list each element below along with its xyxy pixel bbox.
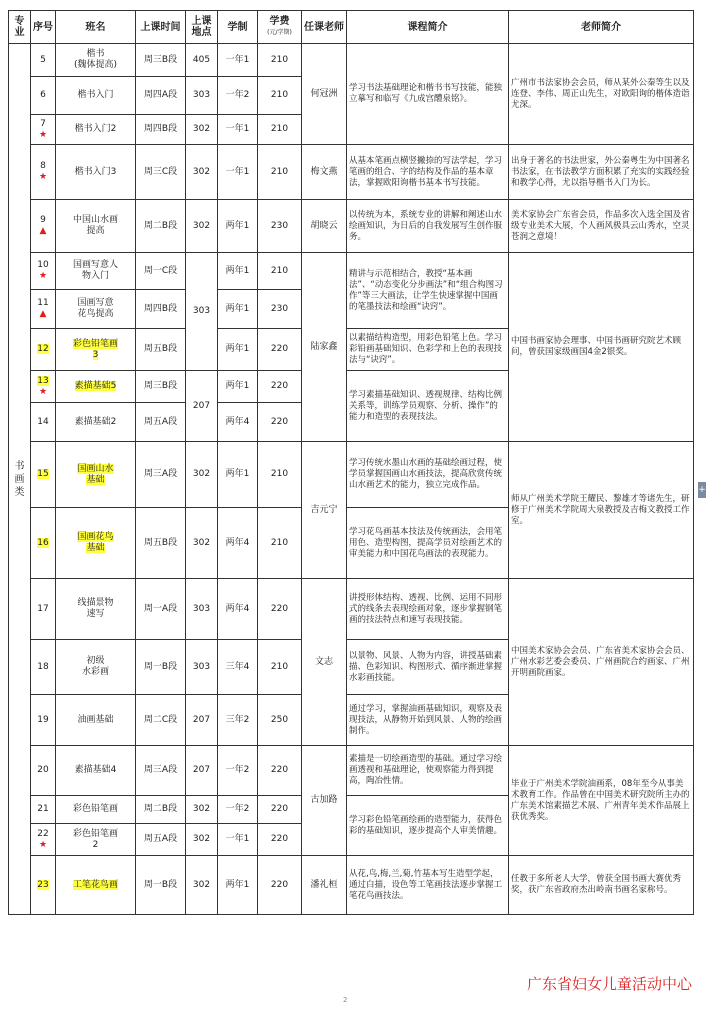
course-place: 207 bbox=[186, 695, 218, 746]
course-no-cell bbox=[31, 253, 56, 290]
course-intro: 学习传统水墨山水画的基础绘画过程，使学员掌握国画山水画技法，提高欣赏传统山水画艺术的能力，独立完成作品。 bbox=[347, 442, 509, 508]
course-fee: 220 bbox=[258, 856, 302, 915]
course-fee: 210 bbox=[258, 253, 302, 290]
course-fee: 210 bbox=[258, 145, 302, 200]
star-mark-icon: ★ bbox=[38, 839, 48, 850]
course-no-cell bbox=[31, 44, 56, 77]
course-time: 周二B段 bbox=[136, 200, 186, 253]
course-no-cell bbox=[31, 77, 56, 115]
course-length: 两年1 bbox=[218, 329, 258, 371]
course-place: 303 bbox=[186, 253, 218, 371]
course-no: 13 bbox=[37, 375, 49, 386]
course-length: 两年4 bbox=[218, 508, 258, 579]
course-no-cell bbox=[31, 115, 56, 145]
header-place: 上课地点 bbox=[186, 11, 218, 44]
course-no: 16 bbox=[37, 537, 49, 548]
course-name: 彩色铅笔画 3 bbox=[72, 338, 118, 360]
teacher-intro: 师从广州美术学院王耀民、黎雄才等诸先生，研修于广州美术学院周大泉教授及吉梅文教授工作室。 bbox=[509, 442, 694, 579]
course-fee: 210 bbox=[258, 115, 302, 145]
header-name: 班名 bbox=[56, 11, 136, 44]
course-intro: 学习花鸟画基本技法及传统画法，会用笔用色、造型构图，提高学员对绘画艺术的审美能力和中国花鸟画法的表现能力。 bbox=[347, 508, 509, 579]
header-course-intro: 课程简介 bbox=[347, 11, 509, 44]
course-intro: 学习素描基础知识、透视规律、结构比例关系等，训练学员观察、分析、操作”的能力和造型的表现技法。 bbox=[347, 371, 509, 442]
course-place: 302 bbox=[186, 115, 218, 145]
course-length: 三年4 bbox=[218, 640, 258, 695]
course-place: 302 bbox=[186, 508, 218, 579]
course-no-cell bbox=[31, 145, 56, 200]
course-fee: 210 bbox=[258, 508, 302, 579]
course-name: 线描景物 速写 bbox=[77, 598, 114, 619]
course-name: 国画写意 花鸟提高 bbox=[77, 298, 114, 319]
course-place: 207 bbox=[186, 371, 218, 442]
teacher-intro: 中国美术家协会会员、广东省美术家协会会员、广州水彩艺委会委员、广州画院合约画家、广州开明画院画家。 bbox=[509, 579, 694, 746]
course-no-cell bbox=[31, 371, 56, 403]
course-no-cell bbox=[31, 746, 56, 796]
course-name: 国画山水 基础 bbox=[77, 463, 114, 485]
course-intro: 学习书法基础理论和楷书书写技能，能独立摹写和临写《九成宫醴泉铭》。 bbox=[347, 44, 509, 145]
course-time: 周三C段 bbox=[136, 145, 186, 200]
course-time: 周三A段 bbox=[136, 746, 186, 796]
teacher-name: 吉元宁 bbox=[302, 442, 347, 579]
course-fee: 220 bbox=[258, 746, 302, 796]
course-no: 22 bbox=[37, 828, 49, 839]
course-intro: 精讲与示范相结合，教授“基本画法”、“动态变化分步画法”和“组合构图习作”等三大画法，让学生快速掌握中国画的笔墨技法和绘画“诀窍”。 bbox=[347, 253, 509, 329]
table-row bbox=[9, 856, 694, 915]
course-name-cell bbox=[56, 200, 136, 253]
course-name: 工笔花鸟画 bbox=[72, 879, 118, 890]
teacher-name: 潘礼桓 bbox=[302, 856, 347, 915]
course-place: 302 bbox=[186, 796, 218, 824]
course-no-cell bbox=[31, 508, 56, 579]
course-name-cell bbox=[56, 329, 136, 371]
course-no-cell bbox=[31, 403, 56, 442]
course-place: 302 bbox=[186, 200, 218, 253]
star-mark-icon: ★ bbox=[38, 129, 48, 140]
teacher-name: 梅文燕 bbox=[302, 145, 347, 200]
course-fee: 220 bbox=[258, 403, 302, 442]
course-table bbox=[8, 10, 694, 915]
course-no: 21 bbox=[37, 804, 49, 814]
course-name-cell bbox=[56, 856, 136, 915]
course-fee: 230 bbox=[258, 290, 302, 329]
course-no: 8 bbox=[40, 161, 46, 171]
course-no-cell bbox=[31, 796, 56, 824]
course-name: 楷书入门2 bbox=[74, 124, 117, 134]
teacher-name: 文志 bbox=[302, 579, 347, 746]
header-teacher-intro: 老师简介 bbox=[509, 11, 694, 44]
course-name-cell bbox=[56, 44, 136, 77]
course-fee: 220 bbox=[258, 579, 302, 640]
course-name-cell bbox=[56, 253, 136, 290]
course-name-cell bbox=[56, 746, 136, 796]
course-name: 素描基础2 bbox=[74, 416, 117, 427]
specialty-cell bbox=[9, 44, 31, 915]
course-length: 两年1 bbox=[218, 371, 258, 403]
organization-name: 广东省妇女儿童活动中心 bbox=[526, 975, 692, 993]
table-row bbox=[9, 746, 694, 796]
course-place: 207 bbox=[186, 746, 218, 796]
course-name-cell bbox=[56, 695, 136, 746]
course-time: 周三A段 bbox=[136, 442, 186, 508]
course-intro: 通过学习，掌握油画基础知识，观察及表现技法，从静物开始到风景、人物的绘画制作。 bbox=[347, 695, 509, 746]
course-intro: 以传统为本，系统专业的讲解和阐述山水绘画知识，为日后的自我发展写生创作服务。 bbox=[347, 200, 509, 253]
course-no-cell bbox=[31, 824, 56, 856]
course-length: 两年1 bbox=[218, 200, 258, 253]
course-time: 周五A段 bbox=[136, 403, 186, 442]
course-name-cell bbox=[56, 442, 136, 508]
course-length: 三年2 bbox=[218, 695, 258, 746]
course-no: 9 bbox=[40, 215, 46, 225]
course-time: 周二B段 bbox=[136, 796, 186, 824]
course-length: 一年1 bbox=[218, 145, 258, 200]
course-fee: 220 bbox=[258, 796, 302, 824]
course-length: 一年1 bbox=[218, 44, 258, 77]
course-length: 一年2 bbox=[218, 796, 258, 824]
course-no: 15 bbox=[37, 469, 49, 479]
course-no: 10 bbox=[37, 260, 49, 270]
course-name-cell bbox=[56, 508, 136, 579]
course-fee: 210 bbox=[258, 44, 302, 77]
course-length: 两年1 bbox=[218, 253, 258, 290]
teacher-intro: 广州市书法家协会会员，师从某外公秦等生以及连登、李伟、周正山先生，对欧阳询的楷体造诣尤深。 bbox=[509, 44, 694, 145]
course-no: 20 bbox=[37, 765, 49, 775]
header-row bbox=[9, 11, 694, 44]
course-name-cell bbox=[56, 579, 136, 640]
expand-plus-icon[interactable]: + bbox=[698, 482, 706, 498]
teacher-intro: 出身于著名的书法世家，外公秦粤生为中国著名书法家，在书法教学方面积累了充实的实践经验和教学心得，尤以指导楷书入门为长。 bbox=[509, 145, 694, 200]
course-no-cell bbox=[31, 695, 56, 746]
course-no-cell bbox=[31, 579, 56, 640]
course-no-cell bbox=[31, 290, 56, 329]
course-time: 周一C段 bbox=[136, 253, 186, 290]
course-no: 5 bbox=[40, 54, 46, 65]
course-place: 303 bbox=[186, 77, 218, 115]
course-name-cell bbox=[56, 115, 136, 145]
course-no: 12 bbox=[37, 344, 49, 354]
course-name: 中国山水画 提高 bbox=[72, 215, 118, 236]
course-no: 18 bbox=[37, 661, 49, 672]
course-fee: 210 bbox=[258, 77, 302, 115]
specialty-label: 书画类 bbox=[14, 460, 25, 498]
course-fee: 220 bbox=[258, 371, 302, 403]
course-name: 国画花鸟 基础 bbox=[77, 532, 114, 553]
course-length: 两年1 bbox=[218, 442, 258, 508]
course-no: 19 bbox=[37, 714, 49, 725]
table-row bbox=[9, 442, 694, 508]
course-time: 周四A段 bbox=[136, 77, 186, 115]
course-no: 11 bbox=[37, 298, 49, 308]
course-length: 一年1 bbox=[218, 824, 258, 856]
course-no: 17 bbox=[37, 603, 49, 614]
course-length: 两年1 bbox=[218, 856, 258, 915]
course-name-cell bbox=[56, 796, 136, 824]
course-time: 周四B段 bbox=[136, 290, 186, 329]
course-time: 周四B段 bbox=[136, 115, 186, 145]
course-no-cell bbox=[31, 640, 56, 695]
course-place: 303 bbox=[186, 579, 218, 640]
course-time: 周五A段 bbox=[136, 824, 186, 856]
course-intro: 从基本笔画点横竖撇捺的写法学起，学习笔画的组合、字的结构及作品的基本章法，掌握欧阳询楷书基本书写技能。 bbox=[347, 145, 509, 200]
header-time: 上课时间 bbox=[136, 11, 186, 44]
course-place: 302 bbox=[186, 145, 218, 200]
triangle-mark-icon: ▲ bbox=[39, 309, 47, 319]
course-no-cell bbox=[31, 329, 56, 371]
course-place: 302 bbox=[186, 856, 218, 915]
course-name-cell bbox=[56, 640, 136, 695]
course-no-cell bbox=[31, 442, 56, 508]
table-row bbox=[9, 44, 694, 77]
course-name: 素描基础5 bbox=[74, 381, 117, 391]
course-name: 彩色铅笔画 bbox=[72, 804, 118, 814]
teacher-intro: 任教于多所老人大学，曾获全国书画大赛优秀奖，获广东省政府杰出岭南书画名家称号。 bbox=[509, 856, 694, 915]
page-number: 2 bbox=[343, 996, 348, 1004]
table-row bbox=[9, 200, 694, 253]
course-no: 6 bbox=[40, 90, 46, 100]
teacher-intro: 中国书画家协会理事、中国书画研究院艺术顾问，曾获国家级画国4金2银奖。 bbox=[509, 253, 694, 442]
triangle-mark-icon: ▲ bbox=[39, 226, 47, 236]
course-fee: 210 bbox=[258, 640, 302, 695]
header-fee-label: 学费 bbox=[269, 16, 290, 27]
course-length: 两年1 bbox=[218, 290, 258, 329]
table-row bbox=[9, 579, 694, 640]
course-intro: 从花,鸟,梅,兰,菊,竹基本写生造型学起，通过白描，设色等工笔画技法逐步掌握工笔花鸟画技法。 bbox=[347, 856, 509, 915]
course-time: 周一A段 bbox=[136, 579, 186, 640]
course-fee: 220 bbox=[258, 329, 302, 371]
course-no: 7 bbox=[40, 118, 46, 129]
course-intro: 讲授形体结构、透视、比例、运用不同形式的线条去表现绘画对象，逐步掌握钢笔画的技法特点和速写表现技能。 bbox=[347, 579, 509, 640]
course-length: 一年1 bbox=[218, 115, 258, 145]
course-time: 周一B段 bbox=[136, 640, 186, 695]
teacher-name: 何冠洲 bbox=[302, 44, 347, 145]
course-name: 国画写意人 物入门 bbox=[72, 260, 118, 281]
teacher-name: 胡晓云 bbox=[302, 200, 347, 253]
course-name-cell bbox=[56, 403, 136, 442]
course-name: 油画基础 bbox=[77, 714, 114, 725]
course-length: 两年4 bbox=[218, 403, 258, 442]
star-mark-icon: ★ bbox=[38, 172, 48, 182]
header-specialty: 专业 bbox=[9, 11, 31, 44]
header-no: 序号 bbox=[31, 11, 56, 44]
star-mark-icon: ★ bbox=[38, 386, 48, 397]
course-fee: 230 bbox=[258, 200, 302, 253]
course-name: 初级 水彩画 bbox=[81, 656, 109, 677]
course-name: 楷书入门3 bbox=[74, 166, 117, 177]
course-length: 一年2 bbox=[218, 77, 258, 115]
header-fee-unit: (元/学期) bbox=[267, 29, 292, 36]
course-no: 14 bbox=[37, 416, 49, 427]
course-name: 楷书入门 bbox=[77, 90, 114, 100]
header-length: 学制 bbox=[218, 11, 258, 44]
teacher-name: 陆家鑫 bbox=[302, 253, 347, 442]
course-name-cell bbox=[56, 290, 136, 329]
course-time: 周三B段 bbox=[136, 44, 186, 77]
course-name-cell bbox=[56, 824, 136, 856]
course-place: 302 bbox=[186, 442, 218, 508]
course-intro: 以景物、风景、人物为内容，讲授基础素描、色彩知识、构图形式、循序渐进掌握水彩画技能。 bbox=[347, 640, 509, 695]
course-intro: 素描是一切绘画造型的基础。通过学习绘画透视和基础理论，使观察能力得到提高，陶冶性情。 bbox=[347, 746, 509, 796]
course-intro: 学习彩色铅笔画绘画的造型能力，获得色彩的基础知识，逐步提高个人审美情趣。 bbox=[347, 796, 509, 856]
teacher-intro: 美术家协会广东省会员，作品多次入选全国及省级专业美术大展，个人画风极具云山秀水，空灵苍润之意境！ bbox=[509, 200, 694, 253]
header-fee bbox=[258, 11, 302, 44]
course-time: 周一B段 bbox=[136, 856, 186, 915]
course-length: 两年4 bbox=[218, 579, 258, 640]
course-place: 302 bbox=[186, 824, 218, 856]
table-row bbox=[9, 253, 694, 290]
course-name: 彩色铅笔画 2 bbox=[72, 828, 118, 850]
course-no-cell bbox=[31, 200, 56, 253]
course-name-cell bbox=[56, 77, 136, 115]
star-mark-icon: ★ bbox=[38, 271, 48, 281]
table-row bbox=[9, 145, 694, 200]
course-time: 周二C段 bbox=[136, 695, 186, 746]
course-time: 周五B段 bbox=[136, 508, 186, 579]
course-table-body bbox=[9, 44, 694, 915]
course-place: 303 bbox=[186, 640, 218, 695]
course-fee: 220 bbox=[258, 824, 302, 856]
course-time: 周三B段 bbox=[136, 371, 186, 403]
course-time: 周五B段 bbox=[136, 329, 186, 371]
course-fee: 250 bbox=[258, 695, 302, 746]
course-intro: 以素描结构造型，用彩色铅笔上色。学习彩铅画基础知识、色彩学和上色的表现技法与“诀窍”。 bbox=[347, 329, 509, 371]
teacher-intro: 毕业于广州美术学院油画系，08年至今从事美术教育工作。作品曾在中国美术研究院所主办的广东美术馆素描艺术展、广州青年美术作品展上获优秀奖。 bbox=[509, 746, 694, 856]
header-teacher: 任课老师 bbox=[302, 11, 347, 44]
course-no: 23 bbox=[37, 879, 49, 890]
course-fee: 210 bbox=[258, 442, 302, 508]
course-name-cell bbox=[56, 145, 136, 200]
course-no-cell bbox=[31, 856, 56, 915]
course-name: 楷书 (魏体提高) bbox=[73, 49, 118, 70]
course-place: 405 bbox=[186, 44, 218, 77]
course-length: 一年2 bbox=[218, 746, 258, 796]
teacher-name: 古加路 bbox=[302, 746, 347, 856]
course-name-cell bbox=[56, 371, 136, 403]
course-name: 素描基础4 bbox=[74, 765, 117, 775]
